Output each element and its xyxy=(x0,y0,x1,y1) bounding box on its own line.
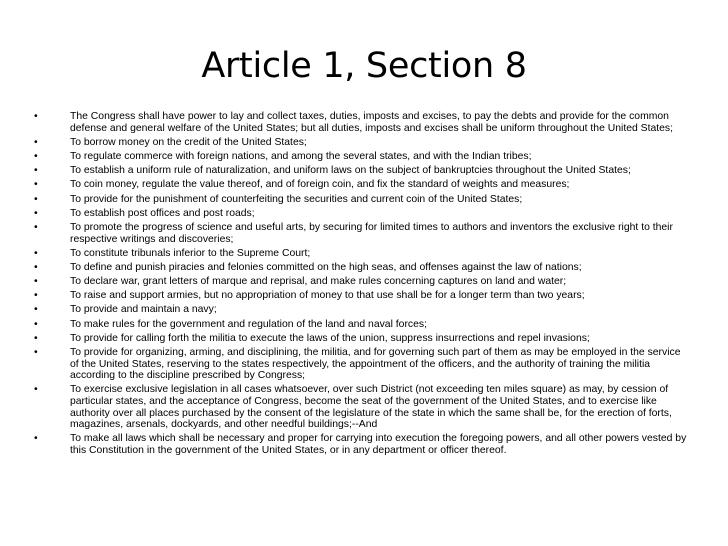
list-item xyxy=(34,150,688,163)
list-item-text: To borrow money on the credit of the United States; xyxy=(70,136,307,148)
bullet-list xyxy=(34,111,688,459)
slide-title: Article 1, Section 8 xyxy=(201,46,527,86)
list-item xyxy=(34,276,688,288)
bullet-dot-icon: • xyxy=(34,247,38,259)
list-item xyxy=(34,318,688,331)
list-item-text: To declare war, grant letters of marque and reprisal, and make rules concerning captures on land and water; xyxy=(70,276,567,288)
list-item-text: The Congress shall have power to lay and collect taxes, duties, imposts and excises, to pay the debts and provide for the common defense and general welfare of the United States; but all duties, imposts and excises shall be uniform throughout the United States; xyxy=(70,111,674,134)
list-item-text: To establish post offices and post roads; xyxy=(70,207,255,219)
bullet-dot-icon: • xyxy=(34,332,38,344)
list-item xyxy=(34,221,688,245)
bullet-dot-icon: • xyxy=(34,318,38,330)
list-item xyxy=(34,261,688,274)
list-item xyxy=(34,347,688,382)
list-item-text: To promote the progress of science and useful arts, by securing for limited times to authors and inventors the exclusive right to their respective writings and discoveries; xyxy=(70,221,673,245)
bullet-dot-icon: • xyxy=(34,207,38,219)
list-item xyxy=(34,304,688,316)
list-item xyxy=(34,332,688,345)
list-item-text: To provide for the punishment of counterfeiting the securities and current coin of the United States; xyxy=(70,193,523,205)
list-item xyxy=(34,136,688,149)
list-item xyxy=(34,165,688,177)
list-item-text: To provide for calling forth the militia to execute the laws of the union, suppress insurrections and repel invasions; xyxy=(70,332,590,344)
list-item-text: To exercise exclusive legislation in all cases whatsoever, over such District (not exceeding ten miles square) as may, by cession of particular states, and the acceptance of Congress, become the seat of the government of the United States, and to exercise like authority over all places purchased by the consent of the legislature of the state in which the same shall be, for the erection of forts, magazines, arsenals, dockyards, and other needful buildings;--And xyxy=(70,384,672,431)
bullet-dot-icon: • xyxy=(34,179,38,191)
list-item-text: To regulate commerce with foreign nations, and among the several states, and with the Indian tribes; xyxy=(70,150,532,162)
list-item-text: To define and punish piracies and felonies committed on the high seas, and offenses against the law of nations; xyxy=(70,261,582,273)
list-item xyxy=(34,179,688,191)
list-item-text: To provide and maintain a navy; xyxy=(70,304,217,316)
list-item xyxy=(34,207,688,220)
bullet-dot-icon: • xyxy=(34,276,38,288)
bullet-dot-icon: • xyxy=(34,165,38,177)
list-item-text: To establish a uniform rule of naturalization, and uniform laws on the subject of bankruptcies throughout the United States; xyxy=(70,165,631,177)
bullet-dot-icon: • xyxy=(34,150,38,162)
list-item-text: To make rules for the government and regulation of the land and naval forces; xyxy=(70,318,427,330)
list-item-text: To make all laws which shall be necessary and proper for carrying into execution the foregoing powers, and all other powers vested by this Constitution in the government of the United States, or in any department or officer thereof. xyxy=(70,433,687,456)
bullet-dot-icon: • xyxy=(34,111,38,122)
bullet-dot-icon: • xyxy=(34,136,38,148)
list-item xyxy=(34,433,688,456)
bullet-dot-icon: • xyxy=(34,261,38,273)
list-item xyxy=(34,384,688,431)
list-item xyxy=(34,111,688,134)
list-item-text: To provide for organizing, arming, and disciplining, the militia, and for governing such part of them as may be employed in the service of the United States, reserving to the states respectively, the appointment of the officers, and the authority of training the militia according to the discipline prescribed by Congress; xyxy=(70,347,681,382)
list-item xyxy=(34,247,688,260)
bullet-dot-icon: • xyxy=(34,347,38,358)
list-item xyxy=(34,290,688,302)
list-item-text: To constitute tribunals inferior to the Supreme Court; xyxy=(70,247,311,259)
bullet-dot-icon: • xyxy=(34,304,38,316)
bullet-dot-icon: • xyxy=(34,433,38,445)
list-item-text: To coin money, regulate the value thereof, and of foreign coin, and fix the standard of weights and measures; xyxy=(70,179,570,191)
bullet-dot-icon: • xyxy=(34,193,38,205)
bullet-dot-icon: • xyxy=(34,290,38,302)
list-item xyxy=(34,193,688,206)
bullet-dot-icon: • xyxy=(34,221,38,233)
list-item-text: To raise and support armies, but no appropriation of money to that use shall be for a longer term than two years; xyxy=(70,290,585,302)
bullet-dot-icon: • xyxy=(34,384,38,396)
